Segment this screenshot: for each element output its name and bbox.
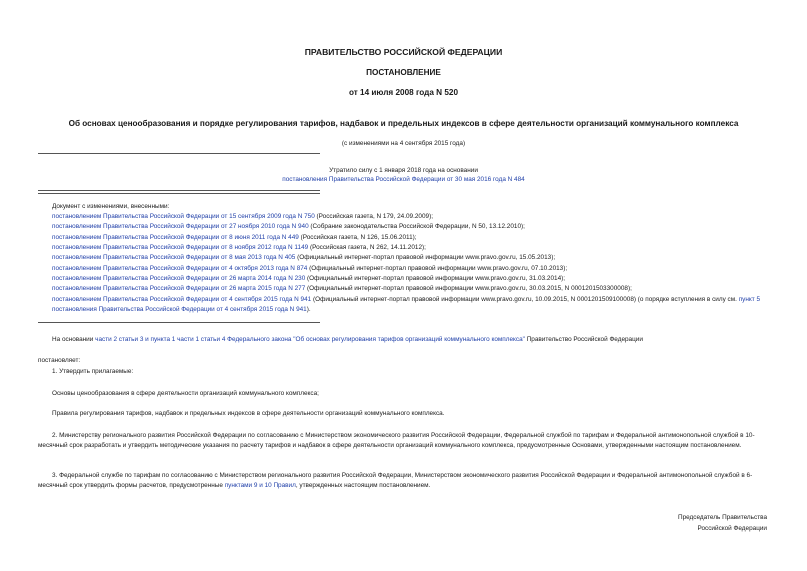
document-title: Об основах ценообразования и порядке регулирования тарифов, надбавок и предельных индексов в сфере деятельности организаций коммунального комплекса [68, 119, 739, 128]
amendment-link[interactable]: постановлением Правительства Российской Федерации от 26 марта 2014 года N 230 [52, 274, 306, 282]
paragraph-1a: Основы ценообразования в сфере деятельности организаций коммунального комплекса; [52, 390, 319, 397]
paragraph-3-text: 3. Федеральной службе по тарифам по согласованию с Министерством регионального развития Российской Федерации, Министерством экономического развития Российской Федерации и Федеральной антимонопольной службой в 6-месячный срок утвердить формы расчетов, предусмотренные [38, 472, 753, 489]
paragraph-1b: Правила регулирования тарифов, надбавок и предельных индексов в сфере деятельности организаций коммунального комплекса. [52, 410, 445, 417]
amendment-item [52, 234, 417, 241]
signature-org: Российской Федерации [697, 525, 767, 532]
amendment-source: (Российская газета, N 126, 15.06.2011); [298, 233, 417, 241]
basis-suffix: Правительство Российской Федерации [524, 336, 643, 343]
amendment-source: (Официальный интернет-портал правовой информации www.pravo.gov.ru, 15.05.2013); [295, 254, 556, 262]
amendment-link[interactable]: постановлением Правительства Российской Федерации от 27 ноября 2010 года N 940 [52, 223, 309, 231]
amendment-item [52, 244, 426, 251]
amendment-link[interactable]: постановлением Правительства Российской Федерации от 4 сентября 2015 года N 941 [52, 296, 312, 303]
rules-points-link[interactable]: пунктами 9 и 10 Правил [224, 481, 296, 489]
federal-law-link[interactable]: части 2 статьи 3 и пункта 1 части 1 статьи 4 Федерального закона "Об основах регулирования тарифов организаций коммунального комплекса" [95, 336, 525, 343]
amended-note: (с изменениями на 4 сентября 2015 года) [341, 140, 466, 147]
government-heading: ПРАВИТЕЛЬСТВО РОССИЙСКОЙ ФЕДЕРАЦИИ [304, 47, 503, 57]
amendment-item [52, 223, 525, 230]
document-date-number: от 14 июля 2008 года N 520 [348, 88, 459, 97]
amendment-end: ). [306, 305, 311, 313]
paragraph-1: 1. Утвердить прилагаемые: [52, 368, 134, 375]
amendment-link[interactable]: постановлением Правительства Российской Федерации от 15 сентября 2009 года N 750 [52, 213, 315, 220]
document-type: ПОСТАНОВЛЕНИЕ [366, 68, 441, 77]
divider [38, 322, 320, 323]
amendment-link[interactable]: постановлением Правительства Российской Федерации от 26 марта 2015 года N 277 [52, 285, 306, 293]
expiry-link[interactable]: постановления Правительства Российской Федерации от 30 мая 2016 года N 484 [282, 176, 525, 183]
expiry-line: Утратило силу с 1 января 2018 года на основании [329, 167, 478, 174]
amendment-link[interactable]: постановлением Правительства Российской Федерации от 8 мая 2013 года N 405 [52, 254, 296, 262]
amendment-item [52, 213, 433, 220]
amendments-intro: Документ с изменениями, внесенными: [52, 203, 170, 210]
amendment-item-last [52, 295, 772, 314]
amendment-item [52, 285, 632, 292]
amendment-source: (Собрание законодательства Российской Федерации, N 50, 13.12.2010); [308, 223, 525, 231]
basis-prefix: На основании [52, 336, 96, 343]
amendment-link[interactable]: постановлением Правительства Российской Федерации от 8 ноября 2012 года N 1149 [52, 243, 309, 251]
signature-title: Председатель Правительства [678, 514, 767, 521]
decrees-word: постановляет: [38, 357, 81, 364]
amendment-source: (Российская газета, N 179, 24.09.2009); [314, 213, 433, 220]
divider [38, 153, 320, 154]
amendment-source: (Официальный интернет-портал правовой информации www.pravo.gov.ru, 10.09.2015, N 0001201509100008) (о порядке вступления в силу см. [311, 296, 739, 303]
amendment-link-effective[interactable]: пункт 5 постановления Правительства Российской Федерации от 4 сентября 2015 года N 941 [52, 296, 761, 313]
paragraph-3-end: , утвержденных настоящим постановлением. [295, 481, 431, 489]
amendment-link[interactable]: постановлением Правительства Российской Федерации от 8 июня 2011 года N 449 [52, 233, 299, 241]
divider [38, 190, 320, 191]
divider [38, 193, 320, 194]
amendment-source: (Официальный интернет-портал правовой информации www.pravo.gov.ru, 31.03.2014); [305, 274, 566, 282]
amendment-item [52, 275, 565, 282]
amendment-source: (Официальный интернет-портал правовой информации www.pravo.gov.ru, 07.10.2013); [307, 264, 568, 272]
amendment-source: (Российская газета, N 262, 14.11.2012); [308, 243, 426, 251]
amendment-link[interactable]: постановлением Правительства Российской Федерации от 4 октября 2013 года N 874 [52, 264, 308, 272]
paragraph-3 [38, 471, 771, 490]
basis-line [52, 336, 643, 343]
amendment-item [52, 254, 555, 261]
amendment-item [52, 265, 567, 272]
amendment-source: (Официальный интернет-портал правовой информации www.pravo.gov.ru, 30.03.2015, N 0001201503300008); [305, 285, 632, 293]
paragraph-2: 2. Министерству регионального развития Российской Федерации по согласованию с Министерством экономического развития Российской Федерации, Федеральной службой по тарифам и Федеральной антимонопольной службой в 10-месячный срок разработать и утвердить методические указания по расчету тарифов и надбавок в сфере деятельности организаций коммунального комплекса, предусмотренные Основами, утвержденными настоящим постановлением. [38, 432, 755, 449]
